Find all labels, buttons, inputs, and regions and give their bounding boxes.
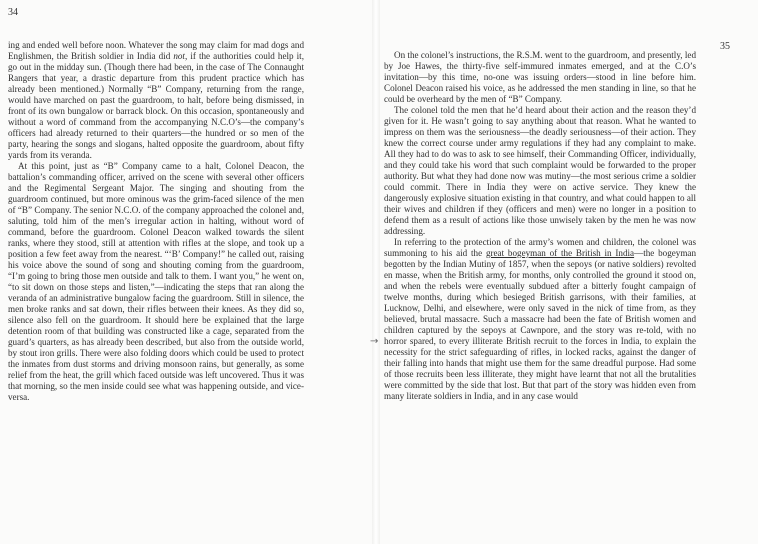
paragraph xyxy=(384,50,696,105)
underlined-text: great bogeyman of the British in India xyxy=(485,248,635,258)
text-run: The colonel told the men that he’d heard about their action and the reason they’d given for it. He wasn’t going to say anything about that reason. What he wanted to impress on them was the seriousness—the deadly seriousness—of their action. They knew the correct course under army regulations if they had any complaint to make. All they had to do was to ask to see himself, their Commanding Officer, individually, and they could take his word that such complaint would be forwarded to the proper authority. But what they had done now was mutiny—the most serious crime a soldier could commit. There in India they were on active service. They knew the dangerously explosive situation existing in that country, and what could happen to all their wives and children if they (officers and men) were no longer in a position to defend them as a result of actions like those unwisely taken by the men he was now addressing. xyxy=(384,105,696,236)
book-gutter xyxy=(372,0,380,544)
body-text xyxy=(8,40,304,403)
emphasis-text: not xyxy=(173,51,185,61)
text-run: ing and ended well before noon. Whatever the song may claim for mad dogs and Englishmen, the British soldier in India did xyxy=(8,40,304,61)
text-run: At this point, just as “B” Company came to a halt, Colonel Deacon, the battalion’s commanding officer, arrived on the scene with several other officers and the Regimental Sergeant Major. The singing and shouting from the guardroom continued, but more ominous was the grim-faced silence of the men of “B” Company. The senior N.C.O. of the company approached the colonel and, saluting, told him of the men’s irregular action in halting, without word of command, before the guardroom. Colonel Deacon walked towards the silent ranks, where they stood, still at attention with rifles at the slope, and took up a position a few feet away from the nearest. “‘B’ Company!” he called out, raising his voice above the sound of song and shouting coming from the guardroom, “I’m going to bring those men outside and talk to them. I want you,” he went on, “to sit down on those steps and listen,”—indicating the steps that ran along the veranda of an administrative bungalow facing the guardroom. Still in silence, the men broke ranks and sat down, their rifles between their knees. As they did so, silence also fell on the guardroom. It should here be explained that the large detention room of that building was constructed like a cage, separated from the guard’s quarters, as has already been described, but also from the outside world, by stout iron grills. There were also folding doors which could be used to protect the inmates from dust storms and driving monsoon rains, but generally, as some relief from the heat, the grill which faced outside was left uncovered. Thus it was that morning, so the men inside could see what was happening outside, and vice-versa. xyxy=(8,161,304,402)
page-number: 35 xyxy=(720,41,730,52)
text-run: , if the authorities could help it, go out in the midday sun. (Though there had been, in the case of The Connaught Rangers that year, a drastic departure from this prudent practice which has already been mentioned.) Normally “B” Company, returning from the range, would have marched on past the guardroom, to halt, before being dismissed, in front of its own bungalow or barrack block. On this occasion, spontaneously and without a word of command from the accompanying N.C.O’s—the company’s officers had already returned to their quarters—the hundred or so men of the party, hearing the songs and slogans, halted opposite the guardroom, about fifty yards from its veranda. xyxy=(8,51,304,160)
body-text xyxy=(370,50,696,402)
paragraph xyxy=(384,237,696,402)
left-page xyxy=(0,0,372,544)
paragraph xyxy=(384,105,696,237)
text-run: In referring to the protection of the army’s women and children, the colonel was summoning to his aid the xyxy=(384,237,696,258)
text-run: —the bogeyman begotten by the Indian Mutiny of 1857, when the sepoys (or native soldiers) revolted en masse, when the British army, for months, only controlled the ground it stood on, and when the rebels were eventually subdued after a bitterly fought campaign of twelve months, during which besieged British garrisons, with their families, at Lucknow, Delhi, and elsewhere, were only saved in the nick of time from, as they believed, brutal massacre. Such a massacre had been the fate of British women and children captured by the sepoys at Cawnpore, and the story was re-told, with no horror spared, to every illiterate British recruit to the forces in India, to explain the necessity for the strict safeguarding of rifles, in locked racks, against the danger of their falling into hands that might use them for the same dreadful purpose. Had some of those recruits been less illiterate, they might have learnt that not all the brutalities were committed by the side that lost. But that part of the story was hidden even from many literate soldiers in India, and in any case would xyxy=(384,248,696,401)
margin-arrow-mark: → xyxy=(370,336,379,347)
text-run: On the colonel’s instructions, the R.S.M. went to the guardroom, and presently, led by Joe Hawes, the thirty-five self-immured inmates emerged, and at the C.O’s invitation—by this time, no-one was issuing orders—stood in line before him. Colonel Deacon raised his voice, as he addressed the men standing in line, so that he could be overheard by the men of “B” Company. xyxy=(384,50,696,104)
right-page xyxy=(370,0,758,544)
paragraph xyxy=(8,40,304,161)
page-number: 34 xyxy=(8,7,18,18)
paragraph xyxy=(8,161,304,403)
